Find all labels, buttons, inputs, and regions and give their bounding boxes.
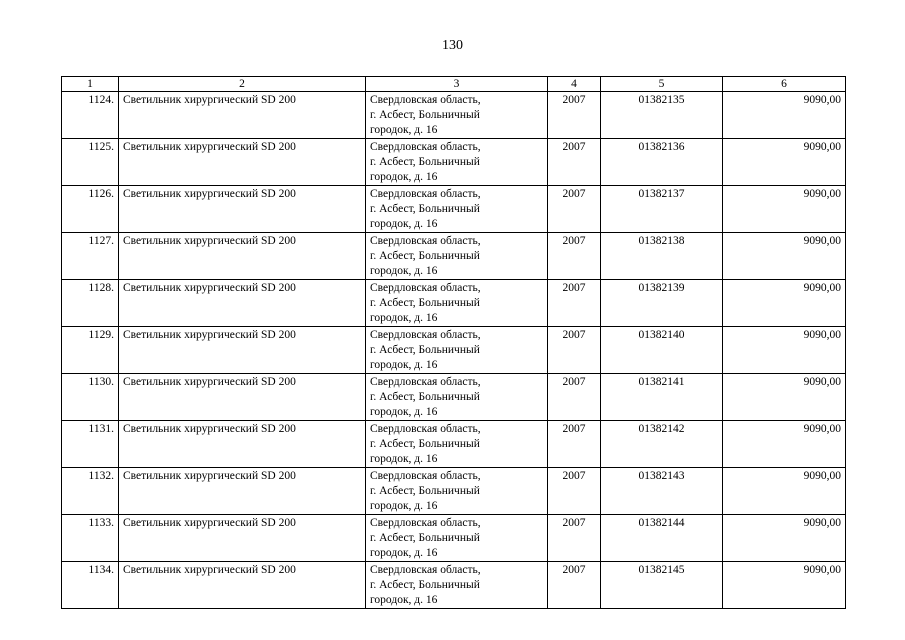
column-header: 2: [119, 77, 366, 92]
inventory-number: 01382144: [601, 515, 723, 562]
item-name: Светильник хирургический SD 200: [119, 421, 366, 468]
address-line: г. Асбест, Больничный: [370, 391, 480, 403]
address-line: г. Асбест, Больничный: [370, 579, 480, 591]
item-cost: 9090,00: [723, 186, 846, 233]
row-number: 1129.: [62, 327, 119, 374]
item-cost: 9090,00: [723, 233, 846, 280]
item-address: [366, 421, 548, 468]
address-line: Свердловская область,: [370, 376, 481, 388]
item-cost: 9090,00: [723, 374, 846, 421]
address-line: Свердловская область,: [370, 235, 481, 247]
address-line: Свердловская область,: [370, 94, 481, 106]
column-header: 1: [62, 77, 119, 92]
table-row: [62, 515, 846, 562]
row-number: 1125.: [62, 139, 119, 186]
table-row: [62, 92, 846, 139]
item-year: 2007: [548, 280, 601, 327]
item-name: Светильник хирургический SD 200: [119, 92, 366, 139]
inventory-number: 01382135: [601, 92, 723, 139]
inventory-number: 01382137: [601, 186, 723, 233]
address-line: городок, д. 16: [370, 406, 438, 418]
address-line: Свердловская область,: [370, 141, 481, 153]
table-row: [62, 374, 846, 421]
table-row: [62, 421, 846, 468]
item-name: Светильник хирургический SD 200: [119, 562, 366, 609]
item-cost: 9090,00: [723, 327, 846, 374]
inventory-number: 01382136: [601, 139, 723, 186]
address-line: городок, д. 16: [370, 359, 438, 371]
item-year: 2007: [548, 468, 601, 515]
address-line: Свердловская область,: [370, 564, 481, 576]
row-number: 1124.: [62, 92, 119, 139]
table-row: [62, 186, 846, 233]
item-address: [366, 92, 548, 139]
row-number: 1133.: [62, 515, 119, 562]
item-cost: 9090,00: [723, 92, 846, 139]
inventory-table: [61, 76, 846, 609]
table-row: [62, 562, 846, 609]
item-name: Светильник хирургический SD 200: [119, 233, 366, 280]
address-line: г. Асбест, Больничный: [370, 532, 480, 544]
item-address: [366, 233, 548, 280]
item-year: 2007: [548, 421, 601, 468]
address-line: г. Асбест, Больничный: [370, 438, 480, 450]
column-header: 3: [366, 77, 548, 92]
address-line: городок, д. 16: [370, 547, 438, 559]
item-cost: 9090,00: [723, 421, 846, 468]
item-year: 2007: [548, 233, 601, 280]
address-line: г. Асбест, Больничный: [370, 297, 480, 309]
address-line: г. Асбест, Больничный: [370, 156, 480, 168]
address-line: городок, д. 16: [370, 594, 438, 606]
column-header: 6: [723, 77, 846, 92]
item-address: [366, 374, 548, 421]
inventory-number: 01382143: [601, 468, 723, 515]
address-line: городок, д. 16: [370, 218, 438, 230]
item-cost: 9090,00: [723, 139, 846, 186]
item-address: [366, 327, 548, 374]
address-line: г. Асбест, Больничный: [370, 344, 480, 356]
address-line: г. Асбест, Больничный: [370, 250, 480, 262]
inventory-number: 01382141: [601, 374, 723, 421]
address-line: Свердловская область,: [370, 329, 481, 341]
item-address: [366, 515, 548, 562]
inventory-number: 01382145: [601, 562, 723, 609]
address-line: городок, д. 16: [370, 171, 438, 183]
item-address: [366, 562, 548, 609]
inventory-number: 01382142: [601, 421, 723, 468]
item-name: Светильник хирургический SD 200: [119, 468, 366, 515]
item-cost: 9090,00: [723, 468, 846, 515]
inventory-number: 01382139: [601, 280, 723, 327]
item-name: Светильник хирургический SD 200: [119, 515, 366, 562]
item-name: Светильник хирургический SD 200: [119, 374, 366, 421]
row-number: 1132.: [62, 468, 119, 515]
address-line: городок, д. 16: [370, 453, 438, 465]
address-line: городок, д. 16: [370, 500, 438, 512]
address-line: Свердловская область,: [370, 470, 481, 482]
page-number: 130: [442, 38, 463, 53]
address-line: Свердловская область,: [370, 282, 481, 294]
item-year: 2007: [548, 186, 601, 233]
item-year: 2007: [548, 139, 601, 186]
inventory-number: 01382138: [601, 233, 723, 280]
item-year: 2007: [548, 562, 601, 609]
address-line: г. Асбест, Больничный: [370, 203, 480, 215]
item-year: 2007: [548, 374, 601, 421]
inventory-number: 01382140: [601, 327, 723, 374]
table-row: [62, 468, 846, 515]
table-row: [62, 327, 846, 374]
address-line: г. Асбест, Больничный: [370, 485, 480, 497]
item-year: 2007: [548, 92, 601, 139]
address-line: г. Асбест, Больничный: [370, 109, 480, 121]
row-number: 1128.: [62, 280, 119, 327]
table-row: [62, 139, 846, 186]
item-cost: 9090,00: [723, 562, 846, 609]
item-address: [366, 468, 548, 515]
column-header: 4: [548, 77, 601, 92]
row-number: 1130.: [62, 374, 119, 421]
item-year: 2007: [548, 515, 601, 562]
item-cost: 9090,00: [723, 280, 846, 327]
address-line: городок, д. 16: [370, 312, 438, 324]
item-year: 2007: [548, 327, 601, 374]
item-address: [366, 186, 548, 233]
row-number: 1134.: [62, 562, 119, 609]
item-name: Светильник хирургический SD 200: [119, 327, 366, 374]
item-name: Светильник хирургический SD 200: [119, 186, 366, 233]
address-line: городок, д. 16: [370, 265, 438, 277]
table-row: [62, 280, 846, 327]
address-line: городок, д. 16: [370, 124, 438, 136]
item-name: Светильник хирургический SD 200: [119, 280, 366, 327]
address-line: Свердловская область,: [370, 423, 481, 435]
item-name: Светильник хирургический SD 200: [119, 139, 366, 186]
row-number: 1131.: [62, 421, 119, 468]
item-cost: 9090,00: [723, 515, 846, 562]
row-number: 1127.: [62, 233, 119, 280]
item-address: [366, 280, 548, 327]
address-line: Свердловская область,: [370, 517, 481, 529]
table-header-row: [62, 77, 846, 92]
item-address: [366, 139, 548, 186]
address-line: Свердловская область,: [370, 188, 481, 200]
column-header: 5: [601, 77, 723, 92]
table-row: [62, 233, 846, 280]
row-number: 1126.: [62, 186, 119, 233]
